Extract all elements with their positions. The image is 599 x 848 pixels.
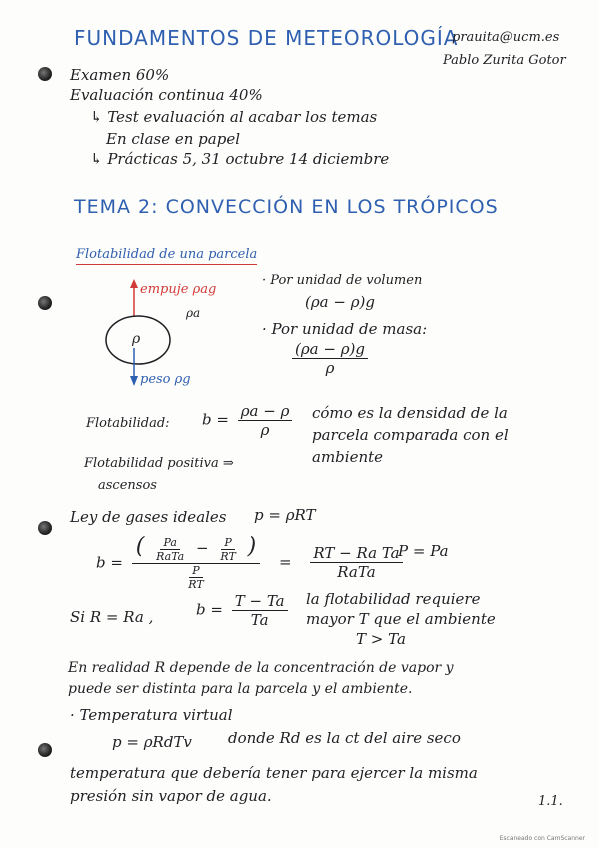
binder-hole-2 [38, 296, 52, 310]
derivation-outer-num: ( $\frac{Pa}{\text{RaTa}}$ − $\frac{P}{RT}$ ) [132, 534, 260, 564]
derivation-inner-b [217, 536, 238, 563]
if-r-comment-2: mayor T que el ambiente [306, 610, 496, 628]
inner-num-a: Pa [160, 536, 179, 550]
per-mass-den: ρ [325, 359, 335, 377]
per-mass-label: · Por unidad de masa: [262, 320, 428, 338]
rhs-den: RaTa [337, 562, 376, 581]
inner-den-a: RaTa [156, 549, 185, 563]
virtual-temp-label: · Temperatura virtual [70, 706, 233, 724]
derivation-b-eq: b = [96, 553, 123, 572]
grading-continuous: Evaluación continua 40% [70, 86, 263, 104]
inner-num-b: P [221, 536, 234, 550]
per-volume-formula: (ρa − ρ)g [305, 293, 375, 311]
derivation-outer-den [178, 564, 213, 591]
weight-arrowhead [130, 376, 138, 386]
grading-practicas: ↳ Prácticas 5, 31 octubre 14 diciembre [90, 150, 390, 168]
professor-name: Pablo Zurita Gotor [443, 53, 566, 68]
empuje-label: empuje ρag [140, 282, 217, 297]
reality-line-2: puede ser distinta para la parcela y el ambiente. [68, 681, 413, 697]
positive-buoyancy-result: ascensos [98, 478, 157, 493]
positive-buoyancy: Flotabilidad positiva ⇒ [84, 456, 234, 471]
rhs-num: RT − Ra Ta [310, 544, 402, 563]
peso-label: peso ρg [140, 372, 191, 387]
binder-hole-3 [38, 521, 52, 535]
virtual-temp-eq: p = ρRdTv [112, 733, 192, 751]
closing-line-1: temperatura que debería tener para ejercer la misma [70, 764, 478, 782]
scanner-footer: Escaneado con CamScanner [499, 835, 585, 842]
if-r-comment-3: T > Ta [356, 630, 406, 648]
per-mass-fraction [292, 340, 368, 377]
grading-test-note: En clase en papel [106, 130, 240, 148]
buoyancy-comment-2: parcela comparada con el [312, 426, 509, 444]
gas-law-label: Ley de gases ideales [70, 508, 227, 526]
grading-exam: Examen 60% [70, 66, 170, 84]
if-r-comment-1: la flotabilidad requiere [306, 590, 481, 608]
if-r-formula [196, 592, 292, 629]
ambient-density-label: ρa [186, 306, 201, 320]
buoyancy-arrowhead [130, 279, 138, 288]
professor-email: prauita@ucm.es [452, 30, 560, 45]
virtual-temp-comment: donde Rd es la ct del aire seco [228, 729, 461, 747]
outer-num: P [189, 564, 202, 578]
buoyancy-fraction [238, 402, 293, 439]
inner-minus: − [196, 539, 209, 557]
buoyancy-formula [202, 402, 296, 439]
page-title: FUNDAMENTOS DE METEOROLOGÍA [74, 26, 459, 50]
closing-line-2: presión sin vapor de agua. [70, 787, 272, 805]
reality-line-1: En realidad R depende de la concentración de vapor y [68, 660, 454, 676]
buoyancy-comment-1: cómo es la densidad de la [312, 404, 508, 422]
tema-title: TEMA 2: CONVECCIÓN EN LOS TRÓPICOS [74, 196, 499, 218]
inner-den-b: RT [220, 549, 236, 563]
binder-hole-1 [38, 67, 52, 81]
per-mass-num: (ρa − ρ)g [292, 340, 368, 359]
if-r-condition: Si R = Ra , [70, 608, 154, 626]
derivation [96, 534, 407, 591]
gas-law-eq: p = ρRT [254, 506, 316, 524]
derivation-inner-a [153, 536, 187, 563]
parcel-density-label: ρ [132, 331, 141, 347]
derivation-rhs [310, 544, 402, 581]
page-number: 1.1. [538, 794, 563, 809]
per-mass-formula [288, 340, 372, 377]
binder-hole-4 [38, 743, 52, 757]
buoyancy-label: Flotabilidad: [86, 416, 170, 431]
grading-test: ↳ Test evaluación al acabar los temas [90, 108, 378, 126]
buoyancy-num: ρa − ρ [238, 402, 293, 421]
derivation-equals: = [278, 553, 292, 572]
if-r-b-eq: b = [196, 600, 223, 619]
derivation-outer-den-frac [185, 564, 206, 591]
buoyancy-b-eq: b = [202, 410, 229, 429]
buoyancy-comment-3: ambiente [312, 448, 384, 466]
if-r-fraction [232, 592, 288, 629]
pressure-equal: P = Pa [398, 542, 449, 560]
if-r-den: Ta [250, 611, 269, 629]
outer-den: RT [188, 577, 204, 591]
buoyancy-den: ρ [260, 421, 270, 439]
if-r-num: T − Ta [232, 592, 288, 611]
derivation-outer-fraction [132, 534, 260, 591]
section-title: Flotabilidad de una parcela [76, 247, 257, 265]
per-volume-label: · Por unidad de volumen [262, 273, 423, 288]
